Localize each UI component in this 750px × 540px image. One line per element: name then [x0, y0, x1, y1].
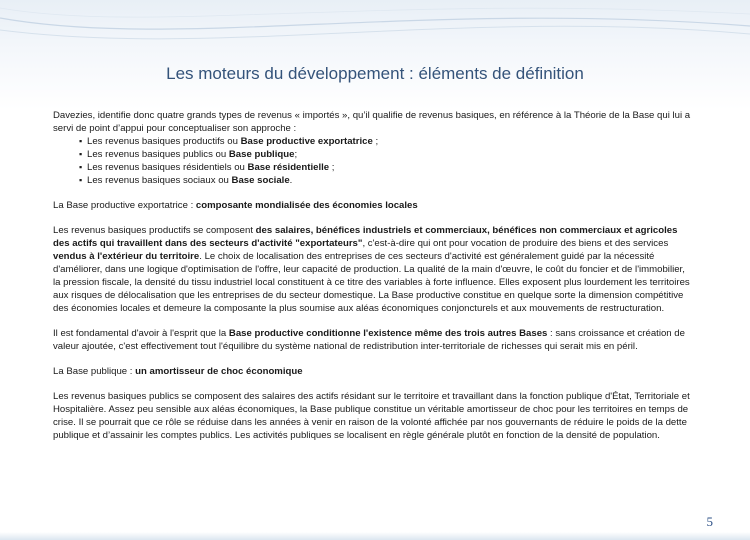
list-item: ▪ Les revenus basiques publics ou Base publique;	[53, 148, 693, 161]
intro-paragraph: Davezies, identifie donc quatre grands types de revenus « importés », qu’il qualifie de revenus basiques, en référence à la Théorie de la Base qui lui a servi de point d’appui pour conceptualiser son approche :	[53, 110, 691, 135]
list-item: ▪ Les revenus basiques productifs ou Base productive exportatrice ;	[53, 135, 693, 148]
productive-base-paragraph: Les revenus basiques productifs se composent des salaires, bénéfices industriels et commerciaux, bénéfices non commerciaux et agricoles des actifs qui travaillent dans des secteurs d'activité "exportateurs", c'est-à-dire qui ont pour vocation de produire des biens et des services vendus à l'extérieur du territoire. Le choix de localisation des entreprises de ces secteurs d'activité est généralement guidé par la nécessité d'améliorer, dans une logique d'optimisation de l'offre, leur capacité de production. La qualité de la main d'œuvre, le coût du foncier et de l'immobilier, la pression fiscale, la densité du tissu industriel local constituent à ce titre des variables à forte influence. Elles exposent plus lourdement les territoires aux risques de délocalisation que les entreprises de du secteur domestique. La Base productive constitue en quelque sorte la dimension compétitive des économies locales et demeure la composante la plus soumise aux aléas économiques conjoncturels et aux mouvements de restructuration.	[53, 224, 690, 315]
slide-body	[53, 109, 693, 442]
public-base-paragraph: Les revenus basiques publics se composent des salaires des actifs résidant sur le territoire et travaillant dans la fonction publique d'État, Territoriale et Hospitalière. Assez peu sensible aux aléas économiques, la Base publique constitue un véritable amortisseur de choc pour les territoires en temps de crise. Il se pourrait que ce rôle se réduise dans les années à venir en raison de la volonté affichée par nos gouvernants de réduire le poids de la dette publique et d’assainir les comptes publics. Les activités publiques se localisent en règle générale plutôt en fonction de la densité de population.	[53, 390, 690, 441]
section-heading-public: La Base publique : un amortisseur de choc économique	[53, 365, 303, 377]
page-number: 5	[706, 514, 713, 529]
list-item: ▪ Les revenus basiques sociaux ou Base sociale.	[53, 174, 693, 187]
page-title: Les moteurs du développement : éléments de définition	[166, 64, 584, 83]
bottom-border	[0, 532, 750, 540]
decorative-swirl	[0, 0, 750, 60]
list-item: ▪ Les revenus basiques résidentiels ou Base résidentielle ;	[53, 161, 693, 174]
fundamental-paragraph: Il est fondamental d'avoir à l'esprit que la Base productive conditionne l'existence même des trois autres Bases : sans croissance et création de valeur ajoutée, c'est effectivement tout l'équilibre du système national de redistribution inter-territoriale de richesses qui serait mis en péril.	[53, 328, 685, 353]
section-heading-productive: La Base productive exportatrice : composante mondialisée des économies locales	[53, 200, 418, 212]
base-types-list	[53, 135, 693, 187]
